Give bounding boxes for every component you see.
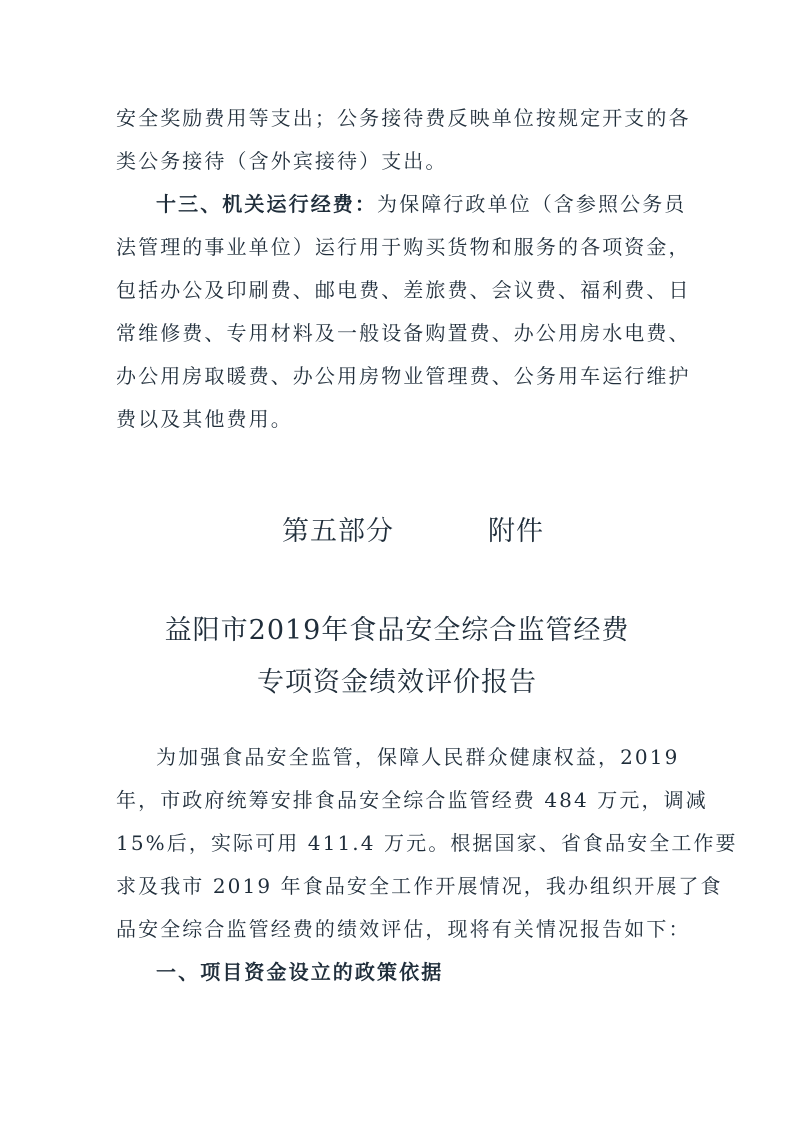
section-13-heading: 十三、机关运行经费： — [156, 192, 377, 216]
intro-paragraph-line-2: 年，市政府统筹安排食品安全综合监管经费 484 万元，调减 — [116, 788, 708, 812]
top-paragraph-line-1: 安全奖励费用等支出；公务接待费反映单位按规定开支的各 — [116, 106, 691, 130]
section-1-heading: 一、项目资金设立的政策依据 — [156, 960, 444, 984]
section-13-line-6: 费以及其他费用。 — [116, 407, 293, 431]
part-heading-name: 附件 — [488, 516, 544, 547]
intro-paragraph-line-3: 15%后，实际可用 411.4 万元。根据国家、省食品安全工作要 — [116, 831, 738, 855]
top-paragraph-line-2: 类公务接待（含外宾接待）支出。 — [116, 149, 448, 173]
intro-paragraph-line-5: 品安全综合监管经费的绩效评估，现将有关情况报告如下： — [116, 917, 691, 941]
section-13-line-5: 办公用房取暖费、办公用房物业管理费、公务用车运行维护 — [116, 364, 691, 388]
report-title-line-2: 专项资金绩效评价报告 — [257, 667, 537, 698]
section-13-line-3: 包括办公及印刷费、邮电费、差旅费、会议费、福利费、日 — [116, 278, 691, 302]
section-13-first-line — [156, 190, 686, 218]
section-13-line-4: 常维修费、专用材料及一般设备购置费、办公用房水电费、 — [116, 321, 691, 345]
section-13-line-1-text: 为保障行政单位（含参照公务员 — [377, 192, 687, 216]
intro-paragraph-line-4: 求及我市 2019 年食品安全工作开展情况，我办组织开展了食 — [116, 874, 723, 898]
report-title-line-1: 益阳市2019年食品安全综合监管经费 — [164, 615, 630, 646]
section-13-line-2: 法管理的事业单位）运行用于购买货物和服务的各项资金， — [116, 235, 691, 259]
part-heading-number: 第五部分 — [282, 516, 394, 547]
intro-paragraph-line-1: 为加强食品安全监管，保障人民群众健康权益，2019 — [156, 745, 680, 769]
